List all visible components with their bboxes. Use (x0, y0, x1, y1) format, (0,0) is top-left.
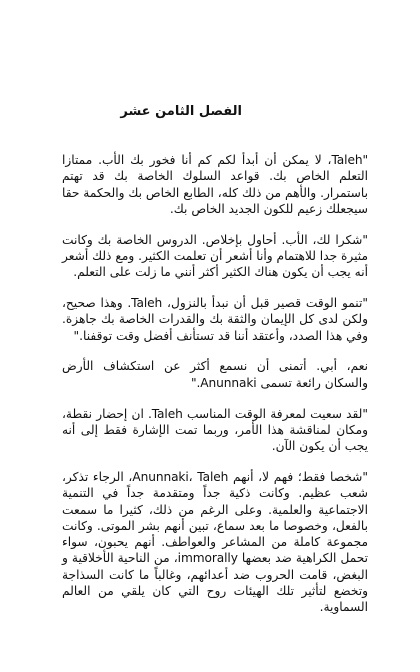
chapter-title: الفصل الثامن عشر (120, 104, 242, 119)
paragraph-6: "شخصا فقط؛ فهم لا، أنهم Anunnaki، Taleh، الرجاء تذكر، شعب عظيم. وكانت ذكية جداً ومتقدمة جداً في التنمية الاجتماعية والعلمية. وعلى الرغم من ذلك، كثيرا ما سمعت بالفعل، وخصوصا ما بعد سماع، تبين أنهم بشر الموتى. وكانت مجموعة كاملة من المشاعر والعواطف. أنهم يحبون، سواء تحمل الكراهية ضد بعضها immorally، من الناحية الأخلاقية و البغض، قامت الحروب ضد أعدائهم، وغالباً ما كانت السذاجة وتخضع لتأثير تلك الهيئات روح التي كان يلقي من العالم السماوية. (62, 469, 369, 615)
book-page (62, 0, 368, 672)
chapter-body (62, 152, 368, 630)
paragraph-2: "شكرا لك، الأب. أحاول بإخلاص. الدروس الخاصة بك وكانت مثيرة جدا للاهتمام وأنا أشعر أن تعلمت الكثير. ومع ذلك أشعر أنه يجب أن يكون هناك الكثير أكثر أنني ما زلت على التعلم. (62, 232, 368, 280)
paragraph-1: "Taleh، لا يمكن أن أبدأ لكم كم أنا فخور بك الأب. ممتازا التعلم الخاص بك. قواعد السلوك الخاصة بك قد تهتم باستمرار. والأهم من ذلك كله، الطابع الخاص بك والحكمة حقا سيجعلك زعيم للكون الجديد الخاص بك. (62, 153, 368, 216)
paragraph-4: نعم، أبي. أتمنى أن نسمع أكثر عن استكشاف الأرض والسكان رائعة تسمى Anunnaki." (62, 359, 368, 390)
paragraph-3: "تنمو الوقت قصير قبل أن نبدأ بالنزول، Taleh. وهذا صحيح، ولكن لدى كل الإيمان والثقة بك والقدرات الخاصة بك جاهزة. وفي هذا الصدد، وأعتقد أننا قد تستأنف أفضل وقت توقفنا." (62, 296, 368, 343)
paragraph-5: "لقد سعيت لمعرفة الوقت المناسب Taleh. ان إحضار نقطة، ومكان لمناقشة هذا الأمر، وربما تمت الإشارة فقط إلى أنه يجب أن يكون الآن. (62, 406, 368, 454)
